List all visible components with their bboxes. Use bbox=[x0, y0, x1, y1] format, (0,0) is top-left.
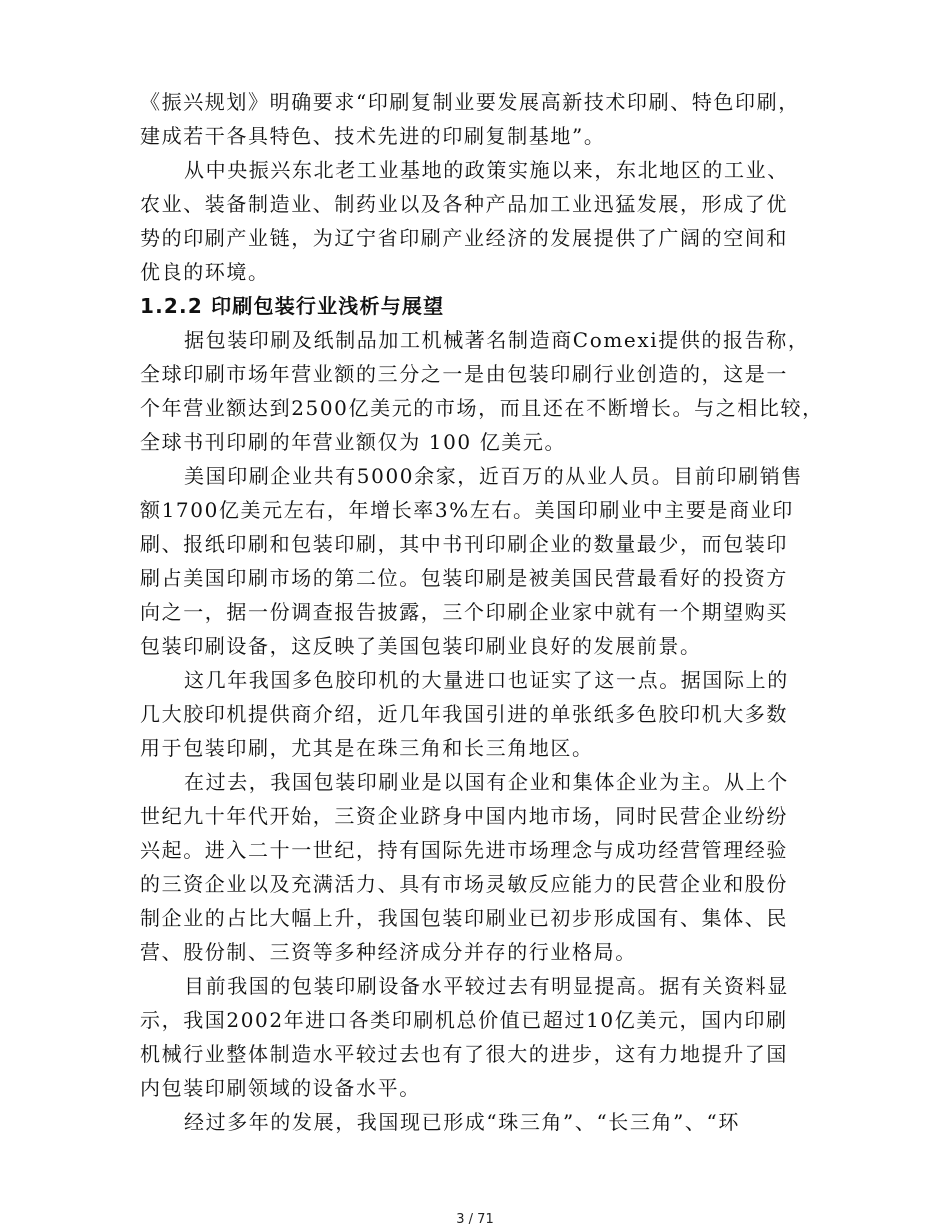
text-line: 全球印刷市场年营业额的三分之一是由包装印刷行业创造的，这是一 bbox=[140, 362, 788, 386]
paragraph bbox=[140, 663, 850, 765]
text-line: 用于包装印刷，尤其是在珠三角和长三角地区。 bbox=[140, 736, 594, 760]
page-number: 3 / 71 bbox=[456, 1212, 494, 1227]
document-page bbox=[140, 85, 850, 1139]
text-line: 刷占美国印刷市场的第二位。包装印刷是被美国民营最看好的投资方 bbox=[140, 566, 788, 590]
text-line: 在过去，我国包装印刷业是以国有企业和集体企业为主。从上个 bbox=[184, 770, 789, 794]
text-line: 1.2.2 印刷包装行业浅析与展望 bbox=[140, 294, 445, 318]
text-line: 营、股份制、三资等多种经济成分并存的行业格局。 bbox=[140, 940, 637, 964]
text-line: 从中央振兴东北老工业基地的政策实施以来，东北地区的工业、 bbox=[184, 158, 789, 182]
text-line: 额1700亿美元左右，年增长率3%左右。美国印刷业中主要是商业印 bbox=[140, 498, 794, 522]
paragraph bbox=[140, 1105, 850, 1139]
text-line: 制企业的占比大幅上升，我国包装印刷业已初步形成国有、集体、民 bbox=[140, 906, 788, 930]
text-line: 机械行业整体制造水平较过去也有了很大的进步，这有力地提升了国 bbox=[140, 1042, 788, 1066]
paragraph bbox=[140, 459, 850, 663]
text-line: 势的印刷产业链，为辽宁省印刷产业经济的发展提供了广阔的空间和 bbox=[140, 226, 788, 250]
section-heading bbox=[140, 289, 850, 323]
text-line: 兴起。进入二十一世纪，持有国际先进市场理念与成功经营管理经验 bbox=[140, 838, 788, 862]
text-line: 向之一，据一份调查报告披露，三个印刷企业家中就有一个期望购买 bbox=[140, 600, 788, 624]
text-line: 目前我国的包装印刷设备水平较过去有明显提高。据有关资料显 bbox=[184, 974, 789, 998]
text-line: 内包装印刷领域的设备水平。 bbox=[140, 1076, 421, 1100]
text-line: 农业、装备制造业、制药业以及各种产品加工业迅猛发展，形成了优 bbox=[140, 192, 788, 216]
text-line: 美国印刷企业共有5000余家，近百万的从业人员。目前印刷销售 bbox=[184, 464, 803, 488]
text-line: 据包装印刷及纸制品加工机械著名制造商Comexi提供的报告称， bbox=[184, 328, 810, 352]
text-line: 经过多年的发展，我国现已形成“珠三角”、“长三角”、“环 bbox=[184, 1110, 740, 1134]
text-line: 《振兴规划》明确要求“印刷复制业要发展高新技术印刷、特色印刷， bbox=[140, 90, 800, 114]
paragraph bbox=[140, 969, 850, 1105]
text-line: 这几年我国多色胶印机的大量进口也证实了这一点。据国际上的 bbox=[184, 668, 789, 692]
text-line: 建成若干各具特色、技术先进的印刷复制基地”。 bbox=[140, 124, 606, 148]
paragraph bbox=[140, 765, 850, 969]
paragraph bbox=[140, 323, 850, 459]
text-line: 优良的环境。 bbox=[140, 260, 270, 284]
text-line: 全球书刊印刷的年营业额仅为 100 亿美元。 bbox=[140, 430, 567, 454]
paragraph bbox=[140, 85, 850, 153]
text-line: 几大胶印机提供商介绍，近几年我国引进的单张纸多色胶印机大多数 bbox=[140, 702, 788, 726]
text-line: 世纪九十年代开始，三资企业跻身中国内地市场，同时民营企业纷纷 bbox=[140, 804, 788, 828]
text-line: 的三资企业以及充满活力、具有市场灵敏反应能力的民营企业和股份 bbox=[140, 872, 788, 896]
text-line: 刷、报纸印刷和包装印刷，其中书刊印刷企业的数量最少，而包装印 bbox=[140, 532, 788, 556]
text-line: 个年营业额达到2500亿美元的市场，而且还在不断增长。与之相比较， bbox=[140, 396, 824, 420]
text-line: 包装印刷设备，这反映了美国包装印刷业良好的发展前景。 bbox=[140, 634, 702, 658]
paragraph bbox=[140, 153, 850, 289]
text-line: 示，我国2002年进口各类印刷机总价值已超过10亿美元，国内印刷 bbox=[140, 1008, 788, 1032]
